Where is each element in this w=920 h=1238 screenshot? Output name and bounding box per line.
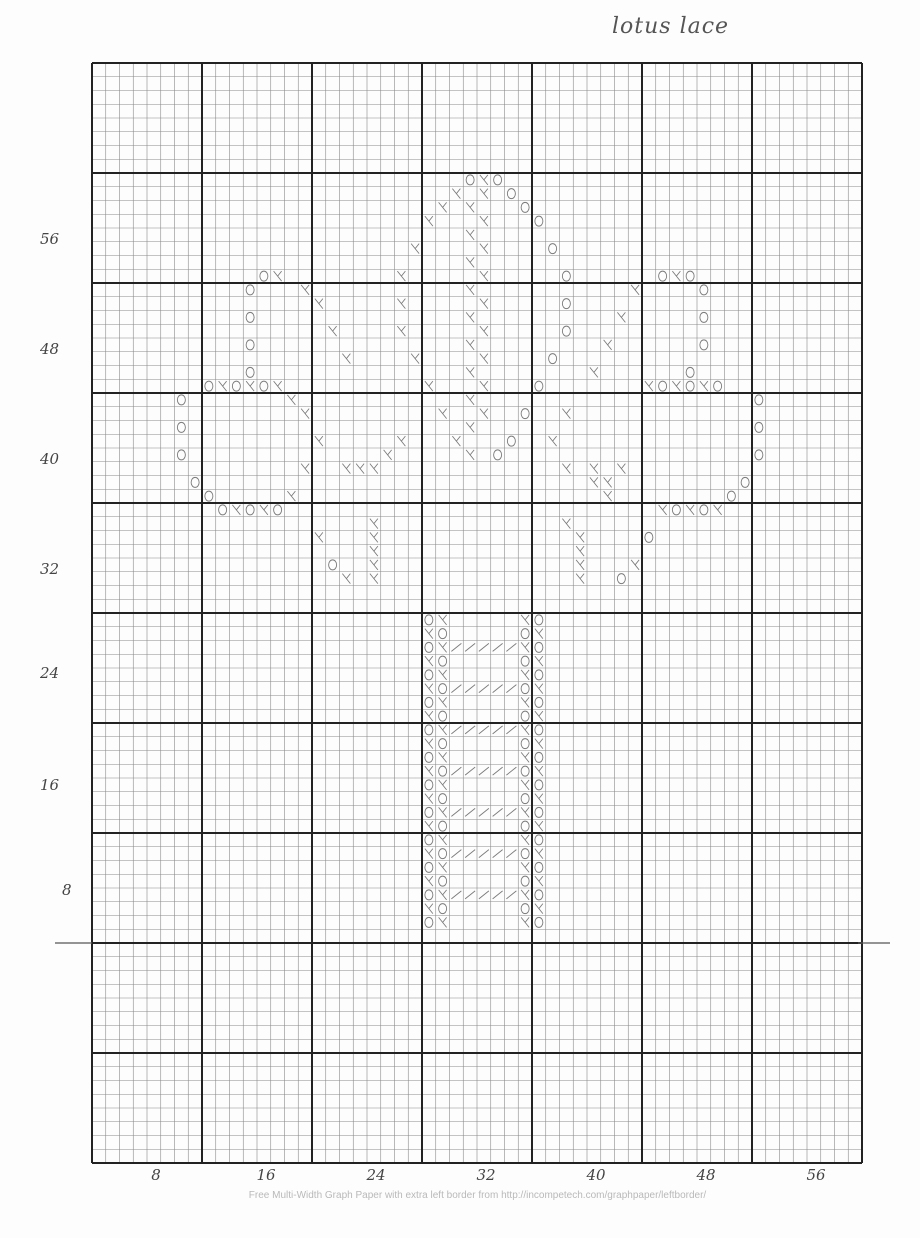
yarn-over-symbol xyxy=(425,615,433,625)
slant-symbol xyxy=(451,643,461,651)
yarn-over-symbol xyxy=(700,312,708,322)
yarn-over-symbol xyxy=(535,697,543,707)
yarn-over-symbol xyxy=(205,381,213,391)
slant-symbol xyxy=(493,767,503,775)
decrease-symbol xyxy=(590,367,598,377)
decrease-symbol xyxy=(562,464,570,474)
decrease-symbol xyxy=(480,381,488,391)
decrease-symbol xyxy=(535,794,543,804)
yarn-over-symbol xyxy=(177,395,185,405)
decrease-symbol xyxy=(439,725,447,735)
yarn-over-symbol xyxy=(260,271,268,281)
decrease-symbol xyxy=(452,189,460,199)
yarn-over-symbol xyxy=(260,381,268,391)
decrease-symbol xyxy=(480,299,488,309)
yarn-over-symbol xyxy=(466,175,474,185)
decrease-symbol xyxy=(590,477,598,487)
yarn-over-symbol xyxy=(439,684,447,694)
yarn-over-symbol xyxy=(700,285,708,295)
decrease-symbol xyxy=(576,560,584,570)
decrease-symbol xyxy=(521,615,529,625)
yarn-over-symbol xyxy=(439,629,447,639)
yarn-over-symbol xyxy=(439,904,447,914)
slant-symbol xyxy=(465,891,475,899)
decrease-symbol xyxy=(466,395,474,405)
yarn-over-symbol xyxy=(507,189,515,199)
yarn-over-symbol xyxy=(535,216,543,226)
yarn-over-symbol xyxy=(439,739,447,749)
footer-credit: Free Multi-Width Graph Paper with extra left border from http://incompetech.com/graphpaper/leftborder/ xyxy=(248,1190,707,1201)
decrease-symbol xyxy=(274,271,282,281)
yarn-over-symbol xyxy=(274,505,282,515)
decrease-symbol xyxy=(439,890,447,900)
decrease-symbol xyxy=(535,739,543,749)
yarn-over-symbol xyxy=(755,395,763,405)
decrease-symbol xyxy=(521,917,529,927)
yarn-over-symbol xyxy=(329,560,337,570)
slant-symbol xyxy=(451,767,461,775)
decrease-symbol xyxy=(521,642,529,652)
decrease-symbol xyxy=(274,381,282,391)
slant-symbol xyxy=(493,685,503,693)
yarn-over-symbol xyxy=(425,917,433,927)
yarn-over-symbol xyxy=(191,477,199,487)
yarn-over-symbol xyxy=(535,615,543,625)
yarn-over-symbol xyxy=(177,422,185,432)
decrease-symbol xyxy=(287,491,295,501)
slant-symbol xyxy=(506,643,516,651)
decrease-symbol xyxy=(397,299,405,309)
decrease-symbol xyxy=(260,505,268,515)
yarn-over-symbol xyxy=(425,780,433,790)
decrease-symbol xyxy=(439,780,447,790)
decrease-symbol xyxy=(521,780,529,790)
yarn-over-symbol xyxy=(521,711,529,721)
slant-symbol xyxy=(479,850,489,858)
yarn-over-symbol xyxy=(246,312,254,322)
yarn-over-symbol xyxy=(521,849,529,859)
slant-symbol xyxy=(465,808,475,816)
yarn-over-symbol xyxy=(535,752,543,762)
decrease-symbol xyxy=(425,684,433,694)
decrease-symbol xyxy=(535,849,543,859)
yarn-over-symbol xyxy=(686,381,694,391)
decrease-symbol xyxy=(315,436,323,446)
yarn-over-symbol xyxy=(246,285,254,295)
yarn-over-symbol xyxy=(425,835,433,845)
yarn-over-symbol xyxy=(659,381,667,391)
decrease-symbol xyxy=(439,752,447,762)
decrease-symbol xyxy=(342,574,350,584)
yarn-over-symbol xyxy=(439,876,447,886)
decrease-symbol xyxy=(535,656,543,666)
decrease-symbol xyxy=(425,656,433,666)
decrease-symbol xyxy=(370,560,378,570)
decrease-symbol xyxy=(356,464,364,474)
decrease-symbol xyxy=(425,876,433,886)
yarn-over-symbol xyxy=(521,202,529,212)
slant-symbol xyxy=(479,808,489,816)
yarn-over-symbol xyxy=(562,326,570,336)
decrease-symbol xyxy=(370,546,378,556)
decrease-symbol xyxy=(590,464,598,474)
decrease-symbol xyxy=(631,285,639,295)
yarn-over-symbol xyxy=(535,381,543,391)
decrease-symbol xyxy=(232,505,240,515)
slant-symbol xyxy=(493,643,503,651)
decrease-symbol xyxy=(480,354,488,364)
slant-symbol xyxy=(465,643,475,651)
decrease-symbol xyxy=(521,862,529,872)
slant-symbol xyxy=(479,891,489,899)
decrease-symbol xyxy=(219,381,227,391)
yarn-over-symbol xyxy=(507,436,515,446)
decrease-symbol xyxy=(466,422,474,432)
slant-symbol xyxy=(506,726,516,734)
yarn-over-symbol xyxy=(439,794,447,804)
slant-symbol xyxy=(506,808,516,816)
yarn-over-symbol xyxy=(562,271,570,281)
yarn-over-symbol xyxy=(535,670,543,680)
col-label-24: 24 xyxy=(366,1166,386,1184)
decrease-symbol xyxy=(466,202,474,212)
yarn-over-symbol xyxy=(219,505,227,515)
decrease-symbol xyxy=(549,436,557,446)
yarn-over-symbol xyxy=(439,766,447,776)
yarn-over-symbol xyxy=(741,477,749,487)
decrease-symbol xyxy=(562,409,570,419)
yarn-over-symbol xyxy=(672,505,680,515)
decrease-symbol xyxy=(617,464,625,474)
decrease-symbol xyxy=(535,711,543,721)
yarn-over-symbol xyxy=(521,629,529,639)
yarn-over-symbol xyxy=(659,271,667,281)
slant-symbol xyxy=(493,891,503,899)
yarn-over-symbol xyxy=(617,574,625,584)
decrease-symbol xyxy=(535,684,543,694)
yarn-over-symbol xyxy=(727,491,735,501)
col-label-32: 32 xyxy=(476,1166,496,1184)
slant-symbol xyxy=(465,850,475,858)
decrease-symbol xyxy=(535,904,543,914)
row-label-32: 32 xyxy=(40,560,60,578)
decrease-symbol xyxy=(425,849,433,859)
decrease-symbol xyxy=(521,890,529,900)
decrease-symbol xyxy=(439,917,447,927)
yarn-over-symbol xyxy=(700,340,708,350)
chart-title: lotus lace xyxy=(612,14,730,39)
yarn-over-symbol xyxy=(425,670,433,680)
decrease-symbol xyxy=(535,821,543,831)
yarn-over-symbol xyxy=(549,354,557,364)
yarn-over-symbol xyxy=(425,725,433,735)
yarn-over-symbol xyxy=(177,450,185,460)
decrease-symbol xyxy=(576,574,584,584)
decrease-symbol xyxy=(370,464,378,474)
yarn-over-symbol xyxy=(535,780,543,790)
yarn-over-symbol xyxy=(535,917,543,927)
decrease-symbol xyxy=(672,381,680,391)
decrease-symbol xyxy=(439,615,447,625)
yarn-over-symbol xyxy=(755,450,763,460)
decrease-symbol xyxy=(480,244,488,254)
yarn-over-symbol xyxy=(494,175,502,185)
yarn-over-symbol xyxy=(549,244,557,254)
slant-symbol xyxy=(506,891,516,899)
yarn-over-symbol xyxy=(686,271,694,281)
yarn-over-symbol xyxy=(755,422,763,432)
decrease-symbol xyxy=(397,326,405,336)
decrease-symbol xyxy=(480,216,488,226)
col-label-8: 8 xyxy=(151,1166,161,1184)
slant-symbol xyxy=(465,726,475,734)
yarn-over-symbol xyxy=(714,381,722,391)
col-label-48: 48 xyxy=(696,1166,716,1184)
yarn-over-symbol xyxy=(425,862,433,872)
yarn-over-symbol xyxy=(521,766,529,776)
yarn-over-symbol xyxy=(494,450,502,460)
decrease-symbol xyxy=(246,381,254,391)
yarn-over-symbol xyxy=(246,367,254,377)
decrease-symbol xyxy=(617,312,625,322)
yarn-over-symbol xyxy=(439,656,447,666)
slant-symbol xyxy=(451,808,461,816)
slant-symbol xyxy=(493,726,503,734)
decrease-symbol xyxy=(631,560,639,570)
decrease-symbol xyxy=(521,752,529,762)
yarn-over-symbol xyxy=(425,697,433,707)
decrease-symbol xyxy=(370,532,378,542)
yarn-over-symbol xyxy=(425,752,433,762)
decrease-symbol xyxy=(397,271,405,281)
decrease-symbol xyxy=(329,326,337,336)
yarn-over-symbol xyxy=(232,381,240,391)
decrease-symbol xyxy=(466,367,474,377)
decrease-symbol xyxy=(466,257,474,267)
decrease-symbol xyxy=(466,285,474,295)
slant-symbol xyxy=(451,891,461,899)
decrease-symbol xyxy=(466,450,474,460)
decrease-symbol xyxy=(452,436,460,446)
lace-pattern-symbols xyxy=(177,175,763,928)
decrease-symbol xyxy=(672,271,680,281)
row-label-16: 16 xyxy=(40,776,60,794)
yarn-over-symbol xyxy=(645,532,653,542)
decrease-symbol xyxy=(562,519,570,529)
yarn-over-symbol xyxy=(521,739,529,749)
decrease-symbol xyxy=(659,505,667,515)
decrease-symbol xyxy=(480,175,488,185)
decrease-symbol xyxy=(521,697,529,707)
yarn-over-symbol xyxy=(246,505,254,515)
decrease-symbol xyxy=(480,409,488,419)
decrease-symbol xyxy=(604,340,612,350)
decrease-symbol xyxy=(686,505,694,515)
decrease-symbol xyxy=(521,835,529,845)
yarn-over-symbol xyxy=(535,725,543,735)
decrease-symbol xyxy=(535,766,543,776)
yarn-over-symbol xyxy=(521,904,529,914)
decrease-symbol xyxy=(535,876,543,886)
decrease-symbol xyxy=(480,326,488,336)
yarn-over-symbol xyxy=(535,642,543,652)
yarn-over-symbol xyxy=(535,862,543,872)
decrease-symbol xyxy=(342,464,350,474)
slant-symbol xyxy=(451,850,461,858)
col-label-40: 40 xyxy=(586,1166,606,1184)
decrease-symbol xyxy=(397,436,405,446)
decrease-symbol xyxy=(466,312,474,322)
decrease-symbol xyxy=(425,629,433,639)
decrease-symbol xyxy=(301,409,309,419)
yarn-over-symbol xyxy=(439,711,447,721)
decrease-symbol xyxy=(370,519,378,529)
row-label-56: 56 xyxy=(40,230,60,248)
yarn-over-symbol xyxy=(425,642,433,652)
col-label-16: 16 xyxy=(256,1166,276,1184)
decrease-symbol xyxy=(301,285,309,295)
decrease-symbol xyxy=(466,340,474,350)
decrease-symbol xyxy=(439,409,447,419)
yarn-over-symbol xyxy=(521,794,529,804)
decrease-symbol xyxy=(425,711,433,721)
slant-symbol xyxy=(465,685,475,693)
slant-symbol xyxy=(493,850,503,858)
yarn-over-symbol xyxy=(439,849,447,859)
slant-symbol xyxy=(479,685,489,693)
yarn-over-symbol xyxy=(535,835,543,845)
slant-symbol xyxy=(506,767,516,775)
slant-symbol xyxy=(479,643,489,651)
slant-symbol xyxy=(465,767,475,775)
decrease-symbol xyxy=(342,354,350,364)
yarn-over-symbol xyxy=(521,656,529,666)
yarn-over-symbol xyxy=(246,340,254,350)
decrease-symbol xyxy=(425,794,433,804)
decrease-symbol xyxy=(714,505,722,515)
yarn-over-symbol xyxy=(521,821,529,831)
decrease-symbol xyxy=(645,381,653,391)
row-label-40: 40 xyxy=(40,450,60,468)
yarn-over-symbol xyxy=(521,876,529,886)
decrease-symbol xyxy=(301,464,309,474)
decrease-symbol xyxy=(439,835,447,845)
yarn-over-symbol xyxy=(535,807,543,817)
decrease-symbol xyxy=(439,807,447,817)
row-label-8: 8 xyxy=(62,881,72,899)
slant-symbol xyxy=(506,685,516,693)
yarn-over-symbol xyxy=(521,409,529,419)
decrease-symbol xyxy=(576,532,584,542)
yarn-over-symbol xyxy=(205,491,213,501)
slant-symbol xyxy=(479,726,489,734)
row-label-24: 24 xyxy=(40,664,60,682)
slant-symbol xyxy=(493,808,503,816)
decrease-symbol xyxy=(700,381,708,391)
yarn-over-symbol xyxy=(562,299,570,309)
decrease-symbol xyxy=(480,189,488,199)
decrease-symbol xyxy=(439,862,447,872)
decrease-symbol xyxy=(425,904,433,914)
yarn-over-symbol xyxy=(686,367,694,377)
slant-symbol xyxy=(451,726,461,734)
decrease-symbol xyxy=(425,821,433,831)
col-label-56: 56 xyxy=(806,1166,826,1184)
decrease-symbol xyxy=(521,725,529,735)
decrease-symbol xyxy=(315,299,323,309)
decrease-symbol xyxy=(411,244,419,254)
decrease-symbol xyxy=(370,574,378,584)
decrease-symbol xyxy=(425,739,433,749)
yarn-over-symbol xyxy=(521,684,529,694)
slant-symbol xyxy=(451,685,461,693)
decrease-symbol xyxy=(604,477,612,487)
decrease-symbol xyxy=(576,546,584,556)
decrease-symbol xyxy=(384,450,392,460)
decrease-symbol xyxy=(425,766,433,776)
decrease-symbol xyxy=(521,670,529,680)
decrease-symbol xyxy=(439,697,447,707)
yarn-over-symbol xyxy=(700,505,708,515)
decrease-symbol xyxy=(480,271,488,281)
decrease-symbol xyxy=(466,230,474,240)
decrease-symbol xyxy=(439,670,447,680)
decrease-symbol xyxy=(425,216,433,226)
slant-symbol xyxy=(506,850,516,858)
decrease-symbol xyxy=(287,395,295,405)
yarn-over-symbol xyxy=(535,890,543,900)
decrease-symbol xyxy=(425,381,433,391)
decrease-symbol xyxy=(439,642,447,652)
row-label-48: 48 xyxy=(40,340,60,358)
yarn-over-symbol xyxy=(439,821,447,831)
slant-symbol xyxy=(479,767,489,775)
yarn-over-symbol xyxy=(425,807,433,817)
yarn-over-symbol xyxy=(425,890,433,900)
decrease-symbol xyxy=(439,202,447,212)
decrease-symbol xyxy=(535,629,543,639)
decrease-symbol xyxy=(521,807,529,817)
decrease-symbol xyxy=(411,354,419,364)
decrease-symbol xyxy=(315,532,323,542)
decrease-symbol xyxy=(604,491,612,501)
